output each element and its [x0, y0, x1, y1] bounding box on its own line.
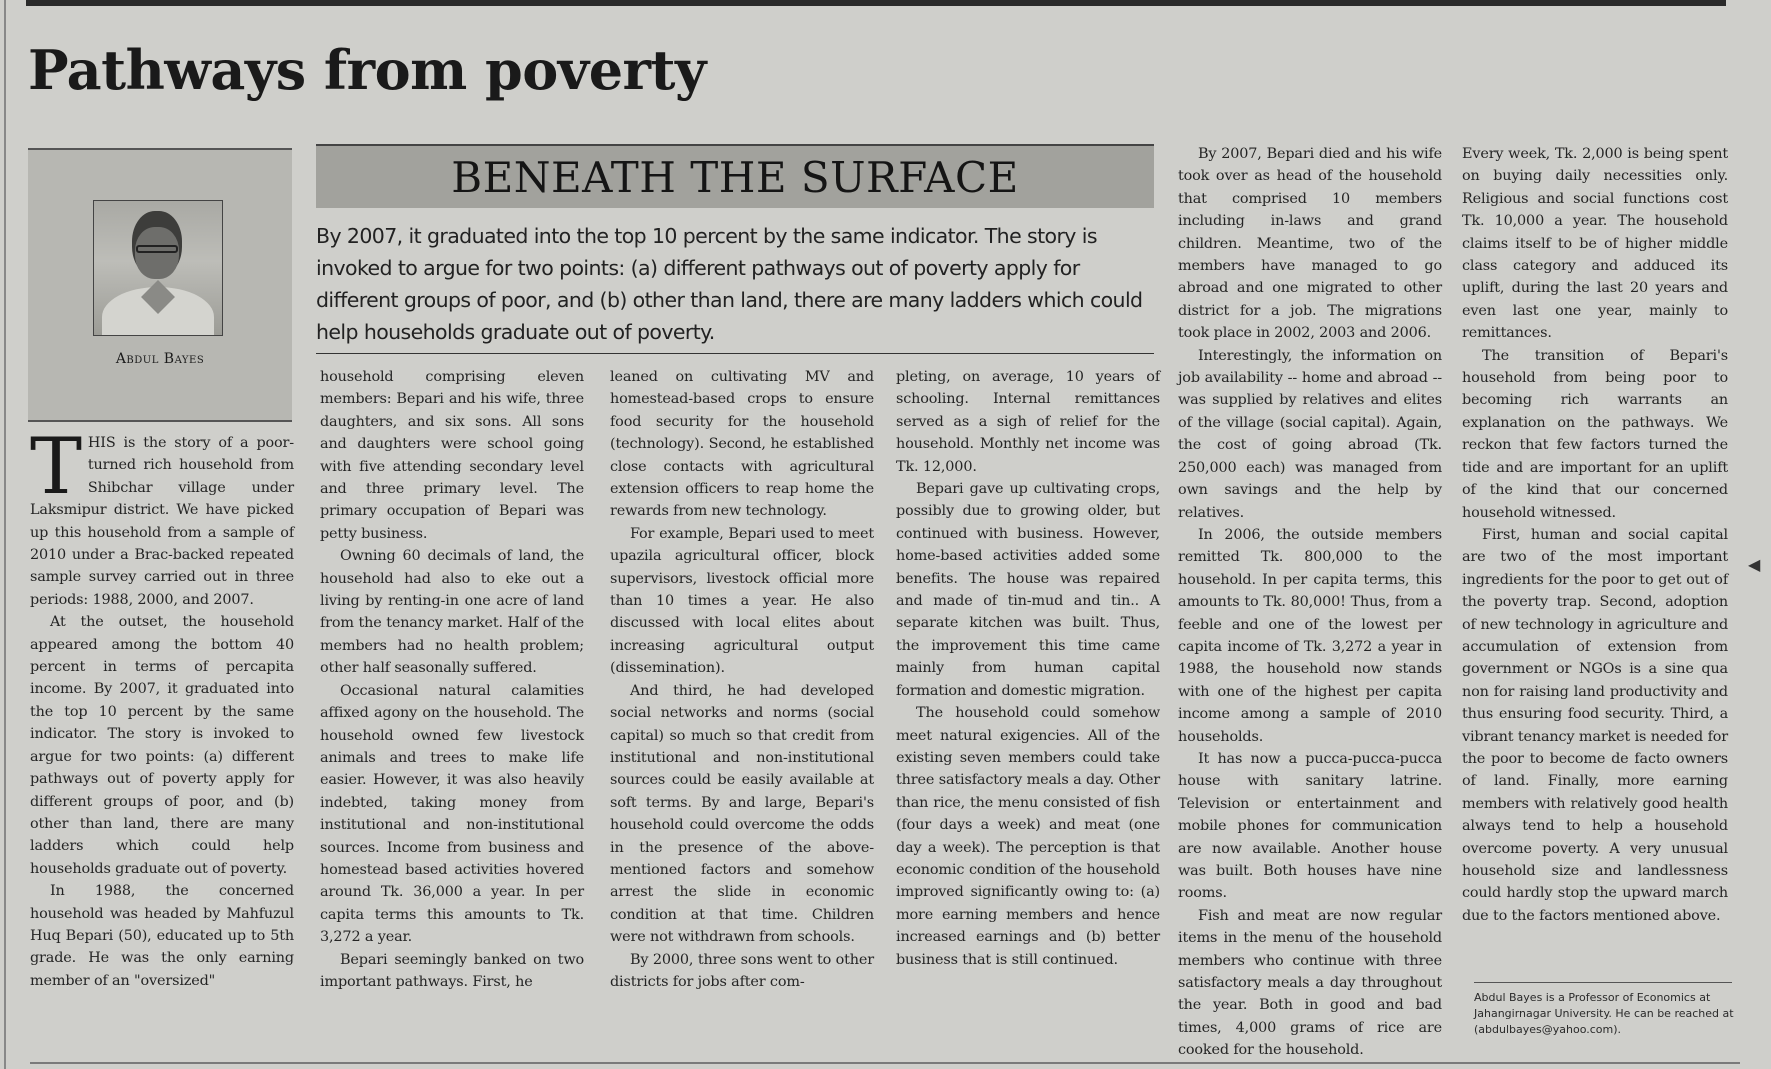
page-title: Pathways from poverty	[28, 38, 706, 102]
paragraph: In 1988, the concerned household was headed by Mahfuzul Huq Bepari (50), educated up to 5th grade. He was the only earning member of an "oversized"	[30, 883, 294, 989]
author-photo	[93, 200, 223, 336]
lead-paragraph: THIS is the story of a poor-turned rich household from Shibchar village under Laksmipur district. We have picked up this household from a sample of 2010 under a Brac-backed repeated sample survey carried out in three periods: 1988, 2000, and 2007.	[30, 422, 294, 608]
paragraph: And third, he had developed social networks and norms (social capital) so much so that credit from institutional and non-institutional sources could be easily available at soft terms. By and large, Bepari's household could overcome the odds in the presence of the above-mentioned factors and somehow arrest the slide in economic condition at that time. Children were not withdrawn from schools.	[610, 682, 874, 946]
paragraph: At the outset, the household appeared among the bottom 40 percent in terms of percapita income. By 2007, it graduated into the top 10 percent by the same indicator. The story is invoked to argue for two points: (a) different pathways out of poverty apply for different groups of poor, and (b) other than land, there are many ladders which could help households graduate out of poverty.	[30, 614, 294, 877]
author-bio: Abdul Bayes is a Professor of Economics at Jahangirnagar University. He can be reached at (abdulbayes@yahoo.com).	[1474, 991, 1734, 1036]
bottom-rule	[30, 1062, 1740, 1064]
bio-rule	[1474, 982, 1732, 983]
paragraph: The household could somehow meet natural exigencies. All of the existing seven members could take three satisfactory meals a day. Other than rice, the menu consisted of fish (four days a week) and meat (one day a week). The perception is that economic condition of the household improved significantly owing to: (a) more earning members and hence increased earnings and (b) better business that is still continued.	[896, 705, 1160, 968]
paragraph: For example, Bepari used to meet upazila agricultural officer, block supervisors, livestock official more than 10 times a year. He also discussed with local elites about increasing agricultural output (dissemination).	[610, 525, 874, 677]
drop-cap: T	[30, 422, 82, 512]
paragraph: Bepari gave up cultivating crops, possibly due to growing older, but continued with business. However, home-based activities added some benefits. The house was repaired and made of tin-mud and tin.. A separate kitchen was built. Thus, the improvement this time came mainly from human capital formation and domestic migration.	[896, 481, 1160, 699]
arrow-icon: ◀	[1748, 555, 1761, 574]
article-column-3	[610, 366, 874, 993]
paragraph: Every week, Tk. 2,000 is being spent on buying daily necessities only. Religious and social functions cost Tk. 10,000 a year. The household claims itself to be of higher middle class category and adduced its uplift, during the last 20 years and even last one year, mainly to remittances.	[1462, 146, 1728, 342]
byline-box	[28, 148, 292, 422]
author-name: Abdul Bayes	[115, 351, 205, 367]
paragraph: By 2007, Bepari died and his wife took over as head of the household that comprised 10 members including in-laws and grand children. Meantime, two of the members have managed to go abroad and one migrated to other district for a job. The migrations took place in 2002, 2003 and 2006.	[1178, 146, 1442, 342]
article-column-1	[30, 422, 294, 992]
paragraph: In 2006, the outside members remitted Tk. 800,000 to the household. In per capita terms, this amounts to Tk. 80,000! Thus, from a feeble and one of the lowest per capita income of Tk. 3,272 a year in 1988, the household now stands with one of the highest per capita income among a sample of 2010 households.	[1178, 526, 1442, 745]
paragraph: Owning 60 decimals of land, the household had also to eke out a living by renting-in one acre of land from the tenancy market. Half of the members had no health problem; other half seasonally suffered.	[320, 548, 584, 677]
pull-quote: By 2007, it graduated into the top 10 percent by the same indicator. The story is invoked to argue for two points: (a) different pathways out of poverty apply for different groups of poor, and (b) other than land, there are many ladders which could help households graduate out of poverty.	[316, 224, 1143, 344]
pull-quote-rule	[316, 353, 1154, 354]
section-kicker: BENEATH THE SURFACE	[316, 144, 1154, 208]
article-column-5	[1178, 143, 1442, 1062]
article-column-4	[896, 366, 1160, 971]
paragraph: Occasional natural calamities affixed agony on the household. The household owned few livestock animals and trees to make life easier. However, it was also heavily indebted, taking money from institutional and non-institutional sources. Income from business and homestead based activities hovered around Tk. 36,000 a year. In per capita terms this amounts to Tk. 3,272 a year.	[320, 682, 584, 946]
paragraph: Bepari seemingly banked on two important pathways. First, he	[320, 951, 584, 990]
paragraph: Fish and meat are now regular items in the menu of the household members who continue with three satisfactory meals a day throughout the year. Both in good and bad times, 4,000 grams of rice are cooked for the household.	[1178, 907, 1442, 1059]
article-column-6	[1462, 143, 1728, 927]
paragraph: It has now a pucca-pucca-pucca house with sanitary latrine. Television or entertainment and mobile phones for communication are now available. Another house was built. Both houses have nine rooms.	[1178, 750, 1442, 902]
paragraph: The transition of Bepari's household from being poor to becoming rich warrants an explanation on the pathways. We reckon that few factors turned the tide and are important for an uplift of the kind that our concerned household witnessed.	[1462, 347, 1728, 521]
paragraph: leaned on cultivating MV and homestead-based crops to ensure food security for the household (technology). Second, he established close contacts with agricultural extension officers to reap home the rewards from new technology.	[610, 369, 874, 520]
paragraph: pleting, on average, 10 years of schooling. Internal remittances served as a sigh of relief for the household. Monthly net income was Tk. 12,000.	[896, 369, 1160, 475]
paragraph: Interestingly, the information on job availability -- home and abroad -- was supplied by relatives and elites of the village (social capital). Again, the cost of going abroad (Tk. 250,000 each) was managed from own savings and the help by relatives.	[1178, 347, 1442, 521]
paragraph: First, human and social capital are two of the most important ingredients for the poor to get out of the poverty trap. Second, adoption of new technology in agriculture and accumulation of extension from government or NGOs is a sine qua non for raising land productivity and thus ensuring food security. Third, a vibrant tenancy market is needed for the poor to become de facto owners of land. Finally, more earning members with relatively good health always tend to help a household overcome poverty. A very unusual household size and landlessness could hardly stop the upward march due to the factors mentioned above.	[1462, 526, 1728, 924]
page-fold-rule	[4, 0, 6, 1069]
paragraph: By 2000, three sons went to other districts for jobs after com-	[610, 951, 874, 990]
article-column-2	[320, 366, 584, 993]
top-rule	[26, 0, 1726, 6]
paragraph: household comprising eleven members: Bepari and his wife, three daughters, and six sons. All sons and daughters were school going with five attending secondary level and three primary level. The primary occupation of Bepari was petty business.	[320, 369, 584, 542]
